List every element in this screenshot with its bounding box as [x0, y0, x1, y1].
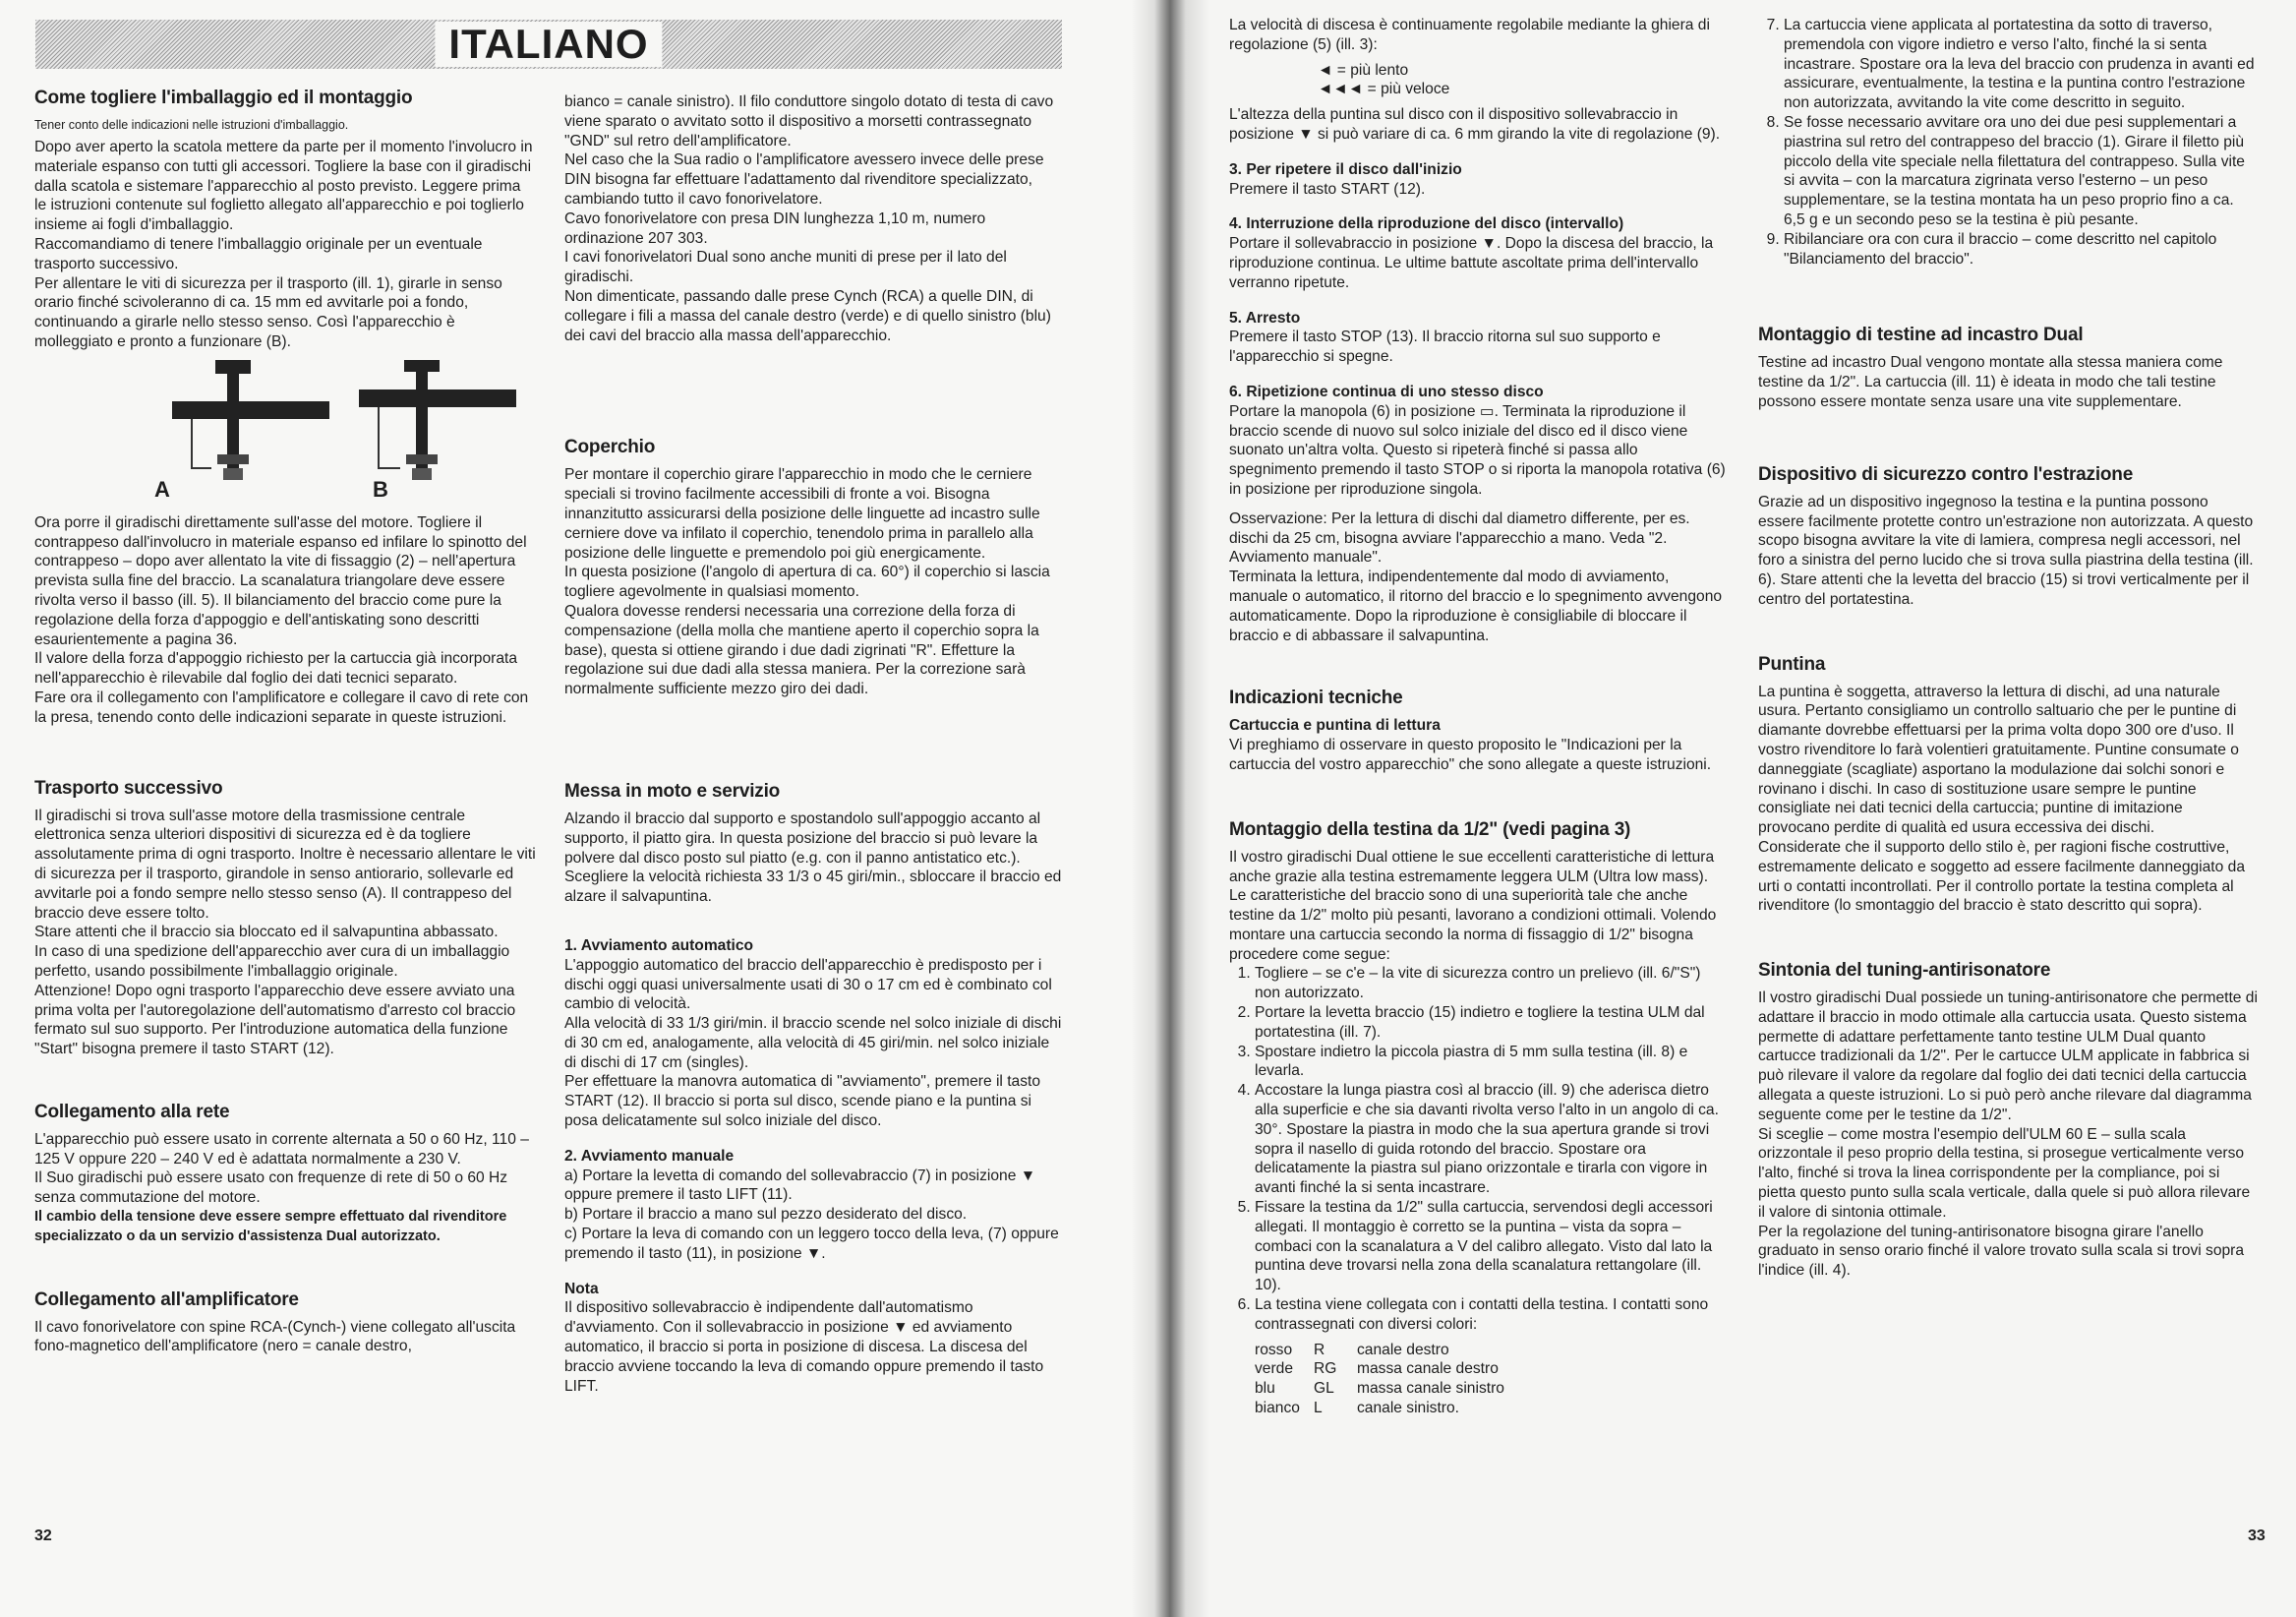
heading-tuning: Sintonia del tuning-antirisonatore — [1758, 960, 2051, 982]
heading-transport: Trasporto successivo — [34, 777, 223, 799]
heading-half-inch: Montaggio della testina da 1/2" (vedi pagina 3) — [1229, 818, 1631, 840]
figure-label-b: B — [373, 476, 388, 502]
unpacking-paragraph-5: Il valore della forza d'appoggio richiesto per la cartuccia già incorporata nell'apparecchio è rilevabile dal foglio dei dati tecnici separato. — [34, 650, 517, 688]
language-banner — [35, 20, 1062, 69]
transport-paragraph-3: In caso di una spedizione dell'apparecchio aver cura di un imballaggio perfetto, usando possibilmente l'imballaggio originale. — [34, 943, 510, 980]
stop-paragraph: Premere il tasto STOP (13). Il braccio ritorna sul suo supporto e l'apparecchio si spegne. — [1229, 329, 1661, 366]
transport-screw-diagram — [133, 360, 546, 508]
half-inch-step: 6. La testina viene collegata con i contatti della testina. I contatti sono contrassegnati con diversi colori: — [1255, 1295, 1727, 1335]
column-2 — [564, 92, 1064, 1396]
descent-speed-paragraph: La velocità di discesa è continuamente regolabile mediante la ghiera di regolazione (5) (ill. 3): — [1229, 17, 1710, 53]
manual-step-a: a) Portare la levetta di comando del sollevabraccio (7) in posizione ▼ oppure premere il tasto LIFT (11). — [564, 1167, 1036, 1204]
heading-repeat: 3. Per ripetere il disco dall'inizio — [1229, 160, 1462, 178]
unpacking-note: Tener conto delle indicazioni nelle istruzioni d'imballaggio. — [34, 118, 349, 132]
auto-start-paragraph-1: L'appoggio automatico del braccio dell'apparecchio è predisposto per i dischi oggi quasi universalmente usati di 30 o 17 cm ed è combinato col cambio di velocità. — [564, 956, 1052, 1013]
half-inch-step: 2. Portare la levetta braccio (15) indietro e togliere la testina ULM dal portatestina (ill. 7). — [1255, 1003, 1727, 1043]
amplifier-paragraph-1: Il cavo fonorivelatore con spine RCA-(Cynch-) viene collegato all'uscita fono-magnetico dell'amplificatore (nero = canale destro, — [34, 1318, 516, 1355]
half-inch-steps-continued — [1758, 16, 2258, 269]
heading-snap-in: Montaggio di testine ad incastro Dual — [1758, 325, 2084, 346]
transport-screw-figure — [133, 360, 546, 508]
transport-warning: Attenzione! Dopo ogni trasporto l'apparecchio deve essere avviato una prima volta per l'autoregolazione dell'automatismo d'arresto col braccio fermato sul suo supporto. Per l'introduzione automatica della funzione "Start" bisogna premere il tasto START (12). — [34, 982, 516, 1058]
unpacking-paragraph-1: Dopo aver aperto la scatola mettere da parte per il momento l'involucro in materiale espanso con tutti gli accessori. Togliere la base con il giradischi dalla scatola e sistemare l'apparecchio al posto previsto. Leggere prima le istruzioni contenute sul foglietto allegato all'apparecchio e poi toglierlo insieme ai fogli d'imballaggio. — [34, 139, 533, 234]
column-3 — [1229, 16, 1727, 1418]
stylus-paragraph-1: La puntina è soggetta, attraverso la lettura di dischi, ad una naturale usura. Pertanto consigliamo un controllo saltuario che per le puntine di diamante dovrebbe effettuarsi per la prima volta dopo 300 ore d'uso. Il vostro rivenditore lo farà volentieri gratuitamente. Puntine consumate o danneggiate (scagliate) asportano la modulazione dai solchi sonori e rovinano i dischi. In caso di sostituzione usare sempre le puntine consigliate nei dati tecnici della cartuccia; puntine di imitazione provocano perdite di qualità ed usura eccessiva dei dischi. — [1758, 683, 2239, 837]
heading-stop: 5. Arresto — [1229, 309, 1301, 327]
speed-faster: ◄◄◄ = più veloce — [1318, 81, 1450, 98]
figure-label-a: A — [154, 476, 170, 502]
heading-auto-start: 1. Avviamento automatico — [564, 936, 754, 954]
color-row: verde RG massa canale destro — [1255, 1360, 1499, 1378]
tuning-paragraph-1: Il vostro giradischi Dual possiede un tuning-antirisonatore che permette di adattare il braccio in modo ottimale alla cartuccia usata. Questo sistema permette di adattare perfettamente tanto testine ULM Dual quanto cartucce tradizionali da 1/2". Per le cartucce ULM applicate in fabbrica si può rilevare il valore da regolare dal foglio dei dati tecnici della cartuccia allegata a queste istruzioni. Lo si può però anche rilevare dal diagramma seguente come per le testine da 1/2". — [1758, 989, 2258, 1123]
end-of-play-paragraph: Terminata la lettura, indipendentemente dal modo di avviamento, manuale o automatico, il ritorno del braccio e lo spegnimento avvengono automaticamente. Dopo la riproduzione è consigliabile di bloccare il braccio e di abbassare il salvapuntina. — [1229, 569, 1723, 644]
heading-anti-theft: Dispositivo di sicurezzo contro l'estrazione — [1758, 463, 2134, 485]
heading-cartridge: Cartuccia e puntina di lettura — [1229, 717, 1441, 735]
manual-step-b: b) Portare il braccio a mano sul pezzo desiderato del disco. — [564, 1206, 968, 1224]
amp-cont-paragraph-2: Nel caso che la Sua radio o l'amplificatore avessero invece delle prese DIN bisogna far effettuare l'adattamento dal rivenditore specializzato, cambiando tutto il cavo fonorivelatore. — [564, 151, 1044, 208]
half-inch-steps — [1229, 964, 1727, 1334]
heading-note: Nota — [564, 1280, 599, 1297]
half-inch-step: 9. Ribilanciare ora con cura il braccio – come descritto nel capitolo "Bilanciamento del braccio". — [1784, 230, 2258, 270]
amp-cont-paragraph-3: Cavo fonorivelatore con presa DIN lunghezza 1,10 m, numero ordinazione 207 303. — [564, 210, 986, 247]
heading-technical: Indicazioni tecniche — [1229, 688, 1403, 709]
color-row: bianco L canale sinistro. — [1255, 1400, 1460, 1417]
tuning-paragraph-2: Si sceglie – come mostra l'esempio dell'ULM 60 E – sulla scala orizzontale il peso proprio della testina, si prosegue verticalmente verso l'alto, finché si trova la linea corrispondente per la compliance, poi si pietta questo punto sulla scala verticale, dalla quele si può allora rilevare il valore di sintonia ottimale. — [1758, 1125, 2251, 1221]
stylus-height-paragraph: L'altezza della puntina sul disco con il dispositivo sollevabraccio in posizione ▼ si può variare di ca. 6 mm girando la vite di regolazione (9). — [1229, 106, 1721, 143]
amp-cont-paragraph-1: bianco = canale sinistro). Il filo conduttore singolo dotato di testa di cavo viene sparato o avvitato sotto il dispositivo a morsetti contrassegnato "GND" sul retro dell'amplificatore. — [564, 93, 1054, 150]
amp-cont-paragraph-5: Non dimenticate, passando dalle prese Cynch (RCA) a quelle DIN, di collegare i fili a massa del canale destro (verde) e di quello sinistro (blu) dei cavi del braccio alla massa dell'apparecchio. — [564, 287, 1051, 344]
page-number-left: 32 — [34, 1527, 52, 1544]
speed-slower: ◄ = più lento — [1318, 61, 1409, 79]
cover-paragraph-1: Per montare il coperchio girare l'apparecchio in modo che le cerniere speciali si trovino facilmente accessibili di fronte a voi. Bisogna innanzitutto assicurarsi della posizione delle linguette ad incastro sulle cerniere dove va infilato il coperchio, tenendolo prima in parallelo alla posizione delle linguette e premendolo poi giù energicamente. — [564, 466, 1040, 562]
unpacking-paragraph-2: Raccomandiamo di tenere l'imballaggio originale per un eventuale trasporto successivo. — [34, 235, 483, 272]
color-row: rosso R canale destro — [1255, 1341, 1449, 1358]
half-inch-step: 1. Togliere – se c'e – la vite di sicurezza contro un prelievo (ill. 6/"S") non autorizzato. — [1255, 964, 1727, 1003]
color-code-table — [1229, 1341, 1727, 1418]
heading-continuous: 6. Ripetizione continua di uno stesso disco — [1229, 383, 1544, 400]
anti-theft-paragraph: Grazie ad un dispositivo ingegnoso la testina e la puntina possono essere facilmente protette contro un'estrazione non autorizzata. A questo scopo bisogna avvitare la vite di lamiera, compresa negli accessori, nel foro a sinistra del perno lucido che si trova sulla piastrina della testina (ill. 6). Stare attenti che la levetta del braccio (15) si trovi verticalmente per il centro del portatestina. — [1758, 493, 2254, 608]
heading-mains: Collegamento alla rete — [34, 1101, 230, 1122]
half-inch-step: 4. Accostare la lunga piastra così al braccio (ill. 9) che aderisca dietro alla superficie e che sia davanti rivolta verso l'alto in un angolo di ca. 30°. Spostare la piastra in modo che la sua apertura grande si trovi sopra il nasello di guida rotondo del braccio. Spostare ora delicatamente la piastra sul piano orizzontale e tirarla con vigore in avanti finché la si senta incastrare. — [1255, 1081, 1727, 1198]
operation-paragraph-2: Scegliere la velocità richiesta 33 1/3 o 45 giri/min., sbloccare il braccio ed alzare il salvapuntina. — [564, 868, 1062, 906]
half-inch-intro: Il vostro giradischi Dual ottiene le sue eccellenti caratteristiche di lettura anche grazie alla testina estremamente leggera ULM (Ultra low mass). Le caratteristiche del braccio sono di una superiorità tale che anche testine da 1/2" molto più pesanti, lavorano a condizioni ottimali. Volendo montare una cartuccia secondo la norma di fissaggio di 1/2" bisogna procedere come segue: — [1229, 848, 1717, 963]
mains-warning: Il cambio della tensione deve essere sempre effettuato dal rivenditore specializzato o da un servizio d'assistenza Dual autorizzato. — [34, 1209, 507, 1244]
heading-operation: Messa in moto e servizio — [564, 780, 781, 802]
transport-paragraph-2: Stare attenti che il braccio sia bloccato ed il salvapuntina abbassato. — [34, 924, 499, 941]
snap-in-paragraph: Testine ad incastro Dual vengono montate alla stessa maniera come testine da 1/2". La cartuccia (ill. 11) è ideata in modo che tali testine possono essere montate senza usare una vite supplementare. — [1758, 354, 2223, 410]
page-number-right: 33 — [2248, 1527, 2266, 1544]
mains-paragraph-2: Il Suo giradischi può essere usato con frequenze di rete di 50 o 60 Hz senza commutazione del motore. — [34, 1169, 508, 1207]
heading-interval: 4. Interruzione della riproduzione del disco (intervallo) — [1229, 215, 1624, 233]
amp-cont-paragraph-4: I cavi fonorivelatori Dual sono anche muniti di prese per il lato del giradischi. — [564, 249, 1007, 286]
column-4 — [1758, 16, 2258, 1281]
speed-legend — [1229, 61, 1727, 100]
continuous-paragraph: Portare la manopola (6) in posizione ▭. Terminata la riproduzione il braccio scende di nuovo sul solco iniziale del disco ed il disco viene suonato un'altra volta. Questo si ripeterà finché si passa allo spegnimento premendo il tasto STOP o si riporta la manopola rotativa (6) in posizione per riproduzione singola. — [1229, 402, 1726, 498]
cover-paragraph-2: In questa posizione (l'angolo di apertura di ca. 60°) il coperchio si lascia togliere agevolmente in qualsiasi momento. — [564, 564, 1050, 601]
interval-paragraph: Portare il sollevabraccio in posizione ▼. Dopo la discesa del braccio, la riproduzione continua. Le ultime battute ascoltate prima dell'intervallo verranno ripetute. — [1229, 235, 1714, 291]
half-inch-step: 3. Spostare indietro la piccola piastra di 5 mm sulla testina (ill. 8) e levarla. — [1255, 1043, 1727, 1082]
book-gutter — [1131, 0, 1209, 1617]
color-row: blu GL massa canale sinistro — [1255, 1380, 1504, 1398]
tuning-paragraph-3: Per la regolazione del tuning-antirisonatore bisogna girare l'anello graduato in senso orario finché il valore trovato sulla scala si trovi sopra l'indice (ill. 4). — [1758, 1223, 2245, 1280]
manual-step-c: c) Portare la leva di comando con un leggero tocco della leva, (7) oppure premendo il tasto (11), in posizione ▼. — [564, 1226, 1059, 1262]
transport-paragraph-1: Il giradischi si trova sull'asse motore della trasmissione centrale elettronica senza ulteriori dispositivi di sicurezza ed è da togliere assolutamente prima di ogni trasporto. Inoltre è necessario allentare le viti di sicurezza per il trasporto, girandole in senso antiorario, sollevarle ed avvitarle poi a fondo sempre nello stesso senso (A). Il contrappeso del braccio deve essere tolto. — [34, 807, 536, 922]
cover-paragraph-3: Qualora dovesse rendersi necessaria una correzione della forza di compensazione (della molla che mantiene aperto il coperchio sopra la base), questa si ottiene girando i due dadi zigrinati "R". Effetture la regolazione sui due dadi alla stessa maniera. Per la correzione sarà normalmente sufficiente mezzo giro dei dadi. — [564, 602, 1039, 698]
technical-paragraph: Vi preghiamo di osservare in questo proposito le "Indicazioni per la cartuccia del vostro apparecchio" che sono allegate a queste istruzioni. — [1229, 737, 1712, 773]
banner-title: ITALIANO — [435, 22, 662, 67]
right-page — [1160, 0, 2296, 1617]
observation-paragraph: Osservazione: Per la lettura di dischi dal diametro differente, per es. dischi da 25 cm, bisogna avviare l'apparecchio a mano. Veda "2. Avviamento manuale". — [1229, 509, 1690, 567]
operation-paragraph-1: Alzando il braccio dal supporto e spostandolo sull'appoggio accanto al supporto, il piatto gira. In questa posizione del braccio si può levare la polvere dal disco posto sul piatto (e.g. con il panno antistatico etc.). — [564, 809, 1041, 867]
heading-cover: Coperchio — [564, 437, 656, 458]
unpacking-paragraph-4: Ora porre il giradischi direttamente sull'asse del motore. Togliere il contrappeso dall'involucro in materiale espanso ed infilare lo spinotto del contrappeso – dopo aver allentato la vite di fissaggio (2) – nell'apertura prevista sulla fine del braccio. La scanalatura triangolare deve essere rivolta verso il basso (ill. 5). Il bilanciamento del braccio come pure la regolazione della forza d'appoggio e dell'antiskating sono descritti esaurientemente a pagina 36. — [34, 513, 527, 648]
unpacking-paragraph-6: Fare ora il collegamento con l'amplificatore e collegare il cavo di rete con la presa, tenendo conto delle indicazioni separate in queste istruzioni. — [34, 689, 529, 726]
half-inch-step: 5. Fissare la testina da 1/2" sulla cartuccia, servendosi degli accessori allegati. Il montaggio è corretto se la puntina – vista da sopra – combaci con la scanalatura a V del calibro allegato. Visto dal lato la puntina deve trovarsi nella zona della scanalatura rettangolare (ill. 10). — [1255, 1198, 1727, 1295]
heading-stylus: Puntina — [1758, 653, 1826, 675]
heading-unpacking: Come togliere l'imballaggio ed il montaggio — [34, 88, 413, 108]
auto-start-paragraph-3: Per effettuare la manovra automatica di "avviamento", premere il tasto START (12). Il braccio si porta sul disco, scende piano e la puntina si posa delicatamente sul solco iniziale del disco. — [564, 1073, 1041, 1130]
half-inch-step: 7. La cartuccia viene applicata al portatestina da sotto di traverso, premendola con vigore indietro e verso l'alto, finché la si senta incastrare. Spostare ora la leva del braccio con prudenza in avanti ed assicurare, eventualmente, la testina e la puntina contro l'estrazione non autorizzata, avvitando la vite come descritto in seguito. — [1784, 16, 2258, 113]
mains-paragraph-1: L'apparecchio può essere usato in corrente alternata a 50 o 60 Hz, 110 – 125 V oppure 220 – 240 V ed è adattata normalmente a 230 V. — [34, 1130, 529, 1168]
half-inch-step: 8. Se fosse necessario avvitare ora uno dei due pesi supplementari a piastrina sul retro del contrappeso del braccio (1). Girare il filetto più piccolo della vite speciale nella filettatura del contrappeso. Sulla vite si avvita – con la marcatura zigrinata verso l'esterno – un peso supplementare, se la testina montata ha un peso proprio fino a ca. 6,5 g e un secondo peso se la testina è più pesante. — [1784, 113, 2258, 230]
column-1 — [34, 87, 536, 1356]
auto-start-paragraph-2: Alla velocità di 33 1/3 giri/min. il braccio scende nel solco iniziale di dischi di 30 cm ed, analogamente, alla velocità di 45 giri/min. nel solco iniziale di dischi di 17 cm (singles). — [564, 1015, 1062, 1071]
unpacking-paragraph-3: Per allentare le viti di sicurezza per il trasporto (ill. 1), girarle in senso orario finché scivoleranno di ca. 15 mm ed avvitarle poi a fondo, continuando a girarle nello stesso senso. Così l'apparecchio è molleggiato e pronto a funzionare (B). — [34, 274, 502, 350]
note-paragraph: Il dispositivo sollevabraccio è indipendente dall'automatismo d'avviamento. Con il sollevabraccio in posizione ▼ ed avviamento automatico, il braccio si porta in posizione di discesa. La discesa del braccio avviene toccando la leva di comando oppure premendo il tasto LIFT. — [564, 1299, 1044, 1395]
heading-manual-start: 2. Avviamento manuale — [564, 1147, 735, 1165]
heading-amplifier: Collegamento all'amplificatore — [34, 1288, 299, 1310]
repeat-paragraph: Premere il tasto START (12). — [1229, 180, 1426, 198]
stylus-paragraph-2: Considerate che il supporto dello stilo è, per ragioni fische costruttive, estremamente delicato e soggetto ad essere facilmente danneggiato da urti o contatti incontrollati. Per il controllo portate la testina completa al rivenditore (lo smontaggio del braccio è stato descritto qui sopra). — [1758, 838, 2245, 915]
